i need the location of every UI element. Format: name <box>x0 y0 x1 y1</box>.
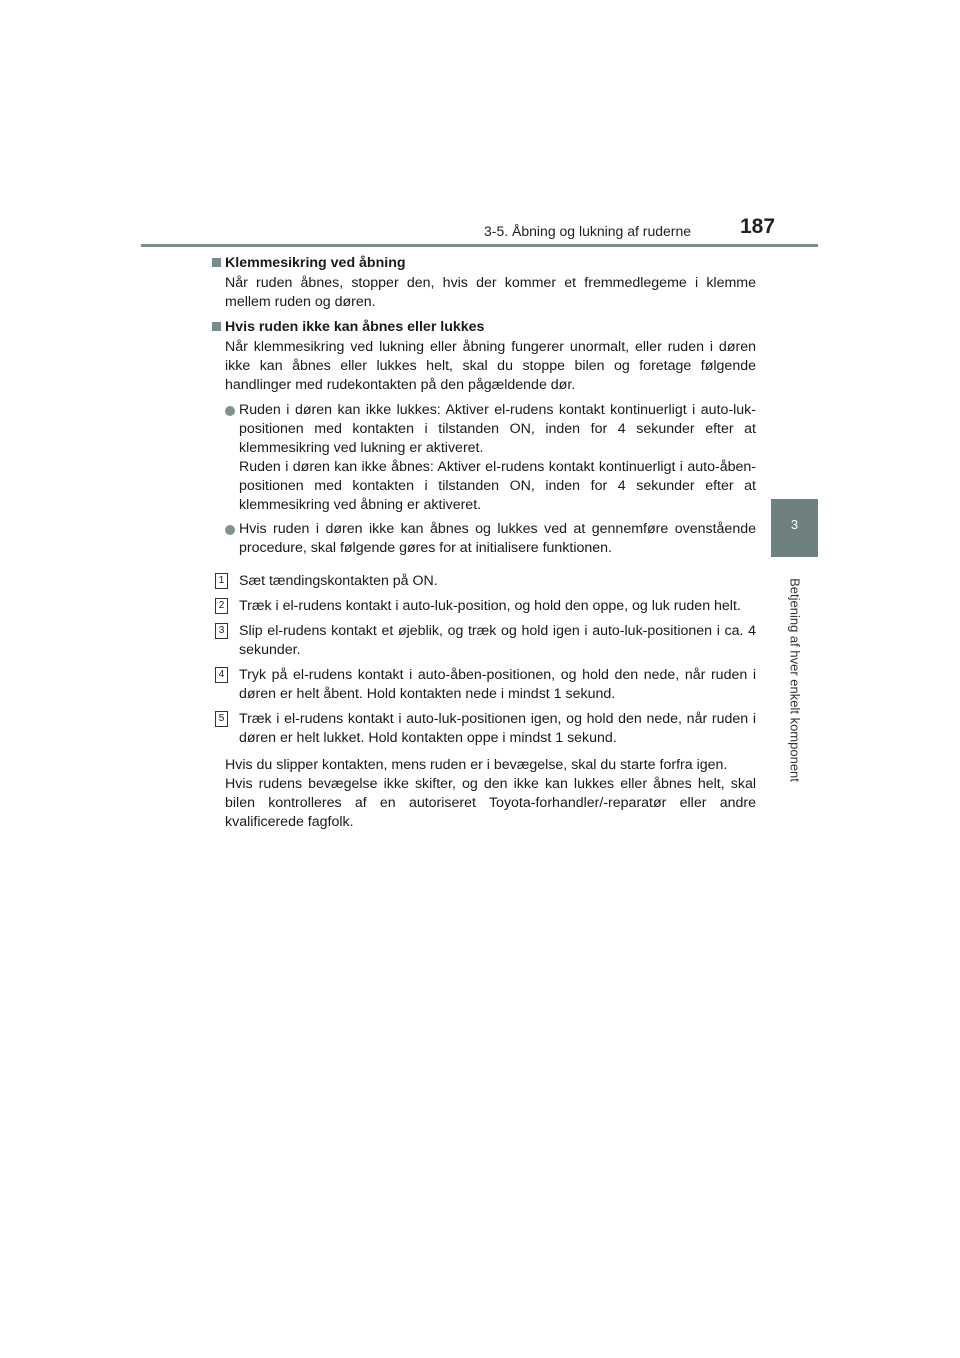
circle-bullet-icon <box>225 525 235 535</box>
step-text: Sæt tændingskontakten på ON. <box>239 573 438 589</box>
step-number-box: 1 <box>215 573 228 589</box>
step-text: Træk i el-rudens kontakt i auto-luk-position, og hold den oppe, og luk ruden helt. <box>239 598 741 614</box>
bullet-text: Ruden i døren kan ikke åbnes: Aktiver el-rudens kontakt kontinuerligt i auto-åben-positionen med kontakten i tilstanden ON, inden for 4 sekunder efter at klemmesikring ved åbning er aktiveret. <box>239 459 756 513</box>
step-item <box>210 710 756 748</box>
section-heading <box>210 318 756 337</box>
header-section-title: 3-5. Åbning og lukning af ruderne <box>484 223 692 239</box>
step-number-box: 3 <box>215 623 228 639</box>
step-number-box: 5 <box>215 711 228 727</box>
step-item <box>210 597 756 616</box>
step-text: Træk i el-rudens kontakt i auto-luk-positionen igen, og hold den nede, når ruden i døren er helt lukket. Hold kontakten oppe i mindst 1 sekund. <box>239 711 756 746</box>
bullet-text: Ruden i døren kan ikke lukkes: Aktiver el-rudens kontakt kontinuerligt i auto-luk-positionen med kontakten i tilstanden ON, inden for 4 sekunder efter at klemmesikring ved lukning er aktiveret. <box>239 402 756 456</box>
square-bullet-icon <box>212 322 221 331</box>
chapter-tab <box>771 499 818 557</box>
section-paragraph: Når ruden åbnes, stopper den, hvis der kommer et fremmedlegeme i klemme mellem ruden og døren. <box>225 275 756 310</box>
chapter-label: Betjening af hver enkelt komponent <box>787 578 803 782</box>
bullet-item <box>210 520 756 558</box>
closing-paragraph: Hvis du slipper kontakten, mens ruden er i bevægelse, skal du starte forfra igen. <box>225 757 728 773</box>
header-rule <box>141 244 818 247</box>
section-paragraph: Når klemmesikring ved lukning eller åbning fungerer unormalt, eller ruden i døren ikke kan åbnes eller lukkes helt, skal du stoppe bilen og foretage følgende handlinger med rudekontakten på den pågældende dør. <box>225 339 756 393</box>
circle-bullet-icon <box>225 406 235 416</box>
step-item <box>210 572 756 591</box>
square-bullet-icon <box>212 258 221 267</box>
section-heading <box>210 254 756 273</box>
step-number-box: 4 <box>215 667 228 683</box>
page-number: 187 <box>740 215 776 238</box>
step-item <box>210 666 756 704</box>
chapter-tab-number: 3 <box>790 517 799 532</box>
page-content <box>210 254 756 838</box>
step-number-box: 2 <box>215 598 228 614</box>
bullet-item <box>210 401 756 515</box>
bullet-text: Hvis ruden i døren ikke kan åbnes og lukkes ved at gennemføre ovenstående procedure, skal følgende gøres for at initialisere funktionen. <box>239 521 756 556</box>
step-item <box>210 622 756 660</box>
section-heading-text: Klemmesikring ved åbning <box>225 255 406 271</box>
section-heading-text: Hvis ruden ikke kan åbnes eller lukkes <box>225 319 485 335</box>
step-text: Tryk på el-rudens kontakt i auto-åben-positionen, og hold den nede, når ruden i døren er helt åbent. Hold kontakten nede i mindst 1 sekund. <box>239 667 756 702</box>
step-text: Slip el-rudens kontakt et øjeblik, og træk og hold igen i auto-luk-positionen i ca. 4 sekunder. <box>239 623 756 658</box>
closing-paragraph: Hvis rudens bevægelse ikke skifter, og den ikke kan lukkes eller åbnes helt, skal bilen kontrolleres af en autoriseret Toyota-forhandler/-reparatør eller andre kvalificerede fagfolk. <box>225 776 756 830</box>
